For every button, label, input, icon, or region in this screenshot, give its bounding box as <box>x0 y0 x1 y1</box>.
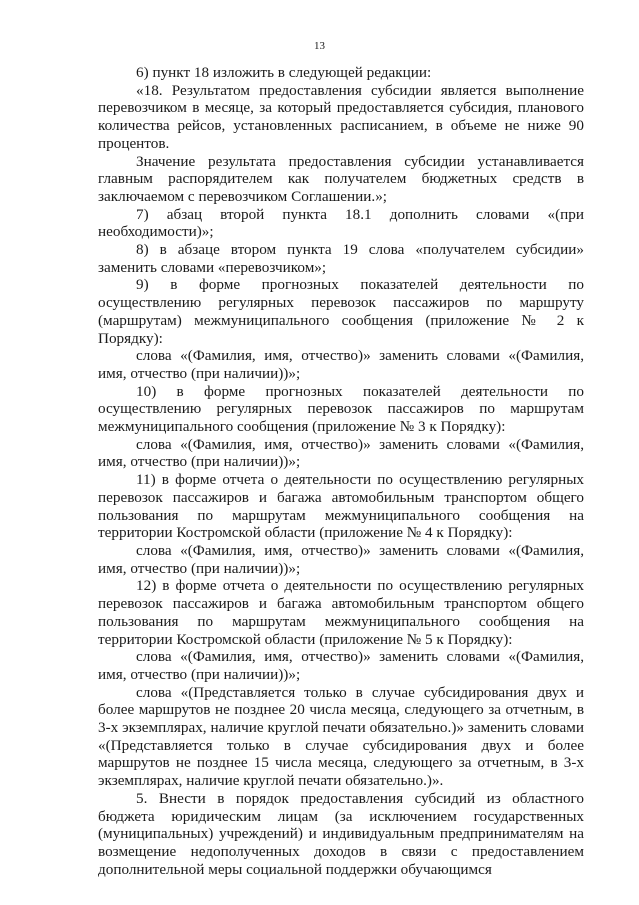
paragraph-item-12-replacement-note: слова «(Представляется только в случае субсидирования двух и более маршрутов не позднее 20 числа месяца, следующего за отчетным, в 3-х экземплярах, наличие круглой печати обязательно.)» заменить словами «(Представляется только в случае субсидирования двух и более маршрутов не позднее 15 числа месяца, следующего за отчетным, в 3-х экземплярах, наличие круглой печати обязательно.)». <box>98 683 584 790</box>
paragraph-item-9: 9) в форме прогнозных показателей деятельности по осуществлению регулярных перевозок пассажиров по маршруту (маршрутам) межмуниципального сообщения (приложение № 2 к Порядку): <box>98 276 584 347</box>
paragraph-item-7: 7) абзац второй пункта 18.1 дополнить словами «(при необходимости)»; <box>98 205 584 241</box>
paragraph-section-5: 5. Внести в порядок предоставления субсидий из областного бюджета юридическим лицам (за исключением государственных (муниципальных) учреждений) и индивидуальным предпринимателям на возмещение недополученных доходов в связи с предоставлением дополнительной меры социальной поддержки обучающимся <box>98 789 584 878</box>
page-number: 13 <box>314 40 325 52</box>
paragraph-item-9-replacement: слова «(Фамилия, имя, отчество)» заменить словами «(Фамилия, имя, отчество (при наличии))»; <box>98 347 584 382</box>
paragraph-item-10: 10) в форме прогнозных показателей деятельности по осуществлению регулярных перевозок пассажиров по маршрутам межмуниципального сообщения (приложение № 3 к Порядку): <box>98 382 584 436</box>
document-body <box>98 64 584 878</box>
paragraph-item-6: 6) пункт 18 изложить в следующей редакции: <box>136 64 432 81</box>
paragraph-point-18-text: «18. Результатом предоставления субсидии является выполнение перевозчиком в месяце, за который предоставляется субсидия, планового количества рейсов, установленных расписанием, в объеме не ниже 90 процентов. <box>98 81 584 152</box>
paragraph-item-10-replacement: слова «(Фамилия, имя, отчество)» заменить словами «(Фамилия, имя, отчество (при наличии))»; <box>98 435 584 471</box>
paragraph-item-8: 8) в абзаце втором пункта 19 слова «получателем субсидии» заменить словами «перевозчиком»; <box>98 241 584 276</box>
paragraph-item-12: 12) в форме отчета о деятельности по осуществлению регулярных перевозок пассажиров и багажа автомобильным транспортом общего пользования по маршрутам межмуниципального сообщения на территории Костромской области (приложение № 5 к Порядку): <box>98 577 584 648</box>
paragraph-item-11-replacement: слова «(Фамилия, имя, отчество)» заменить словами «(Фамилия, имя, отчество (при наличии))»; <box>98 541 584 577</box>
paragraph-item-12-replacement: слова «(Фамилия, имя, отчество)» заменить словами «(Фамилия, имя, отчество (при наличии))»; <box>98 648 584 683</box>
paragraph-item-11: 11) в форме отчета о деятельности по осуществлению регулярных перевозок пассажиров и багажа автомобильным транспортом общего пользования по маршрутам межмуниципального сообщения на территории Костромской области (приложение № 4 к Порядку): <box>98 471 584 542</box>
paragraph-result-value: Значение результата предоставления субсидии устанавливается главным распорядителем как получателем бюджетных средств в заключаемом с перевозчиком Соглашении.»; <box>98 152 584 205</box>
